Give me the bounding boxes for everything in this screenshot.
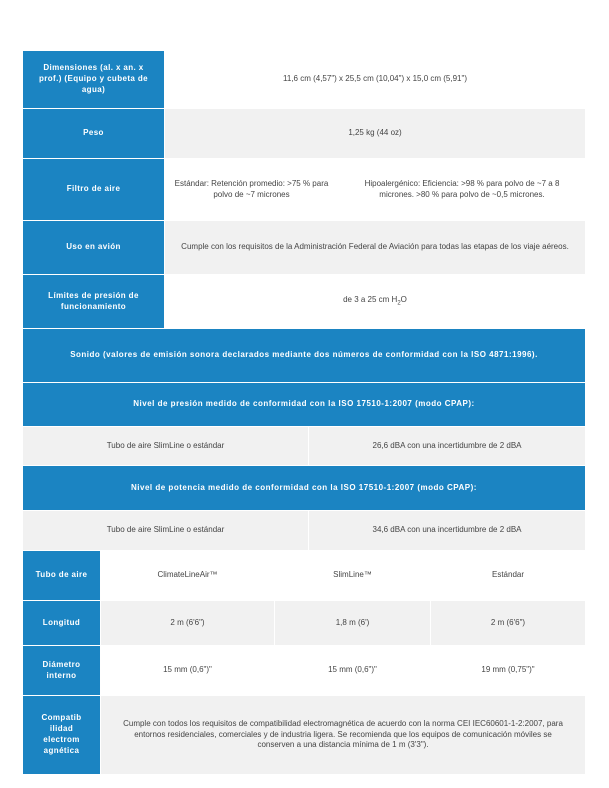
weight-value: 1,25 kg (44 oz) <box>165 109 586 159</box>
length-climatelineair: 2 m (6'6") <box>101 601 275 646</box>
pressure-value <box>165 275 586 329</box>
length-slimline: 1,8 m (6') <box>275 601 431 646</box>
power-level-heading-row <box>23 466 586 511</box>
weight-label: Peso <box>23 109 165 159</box>
pressure-subscript: 2 <box>397 300 401 307</box>
sound-heading: Sonido (valores de emisión sonora declarados mediante dos números de conformidad con la ISO 4871:1996). <box>23 329 586 383</box>
pressure-prefix: de 3 a 25 cm H <box>343 295 398 305</box>
airplane-value: Cumple con los requisitos de la Administración Federal de Aviación para todas las etapas de los viaje aéreos. <box>165 221 586 275</box>
pressure-level-value: 26,6 dBA con una incertidumbre de 2 dBA <box>309 427 586 466</box>
diameter-label: Diámetro interno <box>23 646 101 696</box>
air-filter-row <box>23 159 586 221</box>
dimensions-label: Dimensiones (al. x an. x prof.) (Equipo y cubeta de agua) <box>23 51 165 109</box>
airplane-label: Uso en avión <box>23 221 165 275</box>
pressure-level-row <box>23 427 586 466</box>
emc-row <box>23 696 586 775</box>
weight-row <box>23 109 586 159</box>
length-label: Longitud <box>23 601 101 646</box>
pressure-level-heading-row <box>23 383 586 427</box>
pressure-row <box>23 275 586 329</box>
power-level-row <box>23 511 586 551</box>
diameter-standard: 19 mm (0,75")" <box>431 646 586 696</box>
dimensions-row <box>23 51 586 109</box>
emc-label: Compatib ilidad electrom agnética <box>23 696 101 775</box>
pressure-suffix: O <box>400 295 407 305</box>
pressure-level-heading: Nivel de presión medido de conformidad con la ISO 17510-1:2007 (modo CPAP): <box>23 383 586 427</box>
tube-col-standard: Estándar <box>431 551 586 601</box>
tube-col-slimline: SlimLine™ <box>275 551 431 601</box>
tube-col-climatelineair: ClimateLineAir™ <box>101 551 275 601</box>
air-filter-label: Filtro de aire <box>23 159 165 221</box>
power-level-heading: Nivel de potencia medido de conformidad con la ISO 17510-1:2007 (modo CPAP): <box>23 466 586 511</box>
diameter-row <box>23 646 586 696</box>
diameter-climatelineair: 15 mm (0,6")" <box>101 646 275 696</box>
power-level-tube: Tubo de aire SlimLine o estándar <box>23 511 309 551</box>
pressure-label: Límites de presión de funcionamiento <box>23 275 165 329</box>
tube-table <box>22 550 586 775</box>
dimensions-value: 11,6 cm (4,57") x 25,5 cm (10,04") x 15,0 cm (5,91") <box>165 51 586 109</box>
sound-table <box>22 328 586 551</box>
diameter-slimline: 15 mm (0,6")" <box>275 646 431 696</box>
airplane-row <box>23 221 586 275</box>
emc-value: Cumple con todos los requisitos de compatibilidad electromagnética de acuerdo con la norma CEI IEC60601-1-2:2007, para entornos residenciales, comerciales y de industria ligera. Se recomienda que los equipos de comunicación móviles se conserven a una distancia mínima de 1 m (3'3"). <box>101 696 586 775</box>
air-filter-hypoallergenic: Hipoalergénico: Eficiencia: >98 % para polvo de ~7 a 8 micrones. >80 % para polvo de ~0,5 micrones. <box>339 159 586 221</box>
tube-header-label: Tubo de aire <box>23 551 101 601</box>
pressure-level-tube: Tubo de aire SlimLine o estándar <box>23 427 309 466</box>
length-row <box>23 601 586 646</box>
sound-heading-row <box>23 329 586 383</box>
power-level-value: 34,6 dBA con una incertidumbre de 2 dBA <box>309 511 586 551</box>
length-standard: 2 m (6'6") <box>431 601 586 646</box>
air-filter-standard: Estándar: Retención promedio: >75 % para polvo de ~7 micrones <box>165 159 339 221</box>
tube-header-row <box>23 551 586 601</box>
spec-table <box>22 50 586 329</box>
